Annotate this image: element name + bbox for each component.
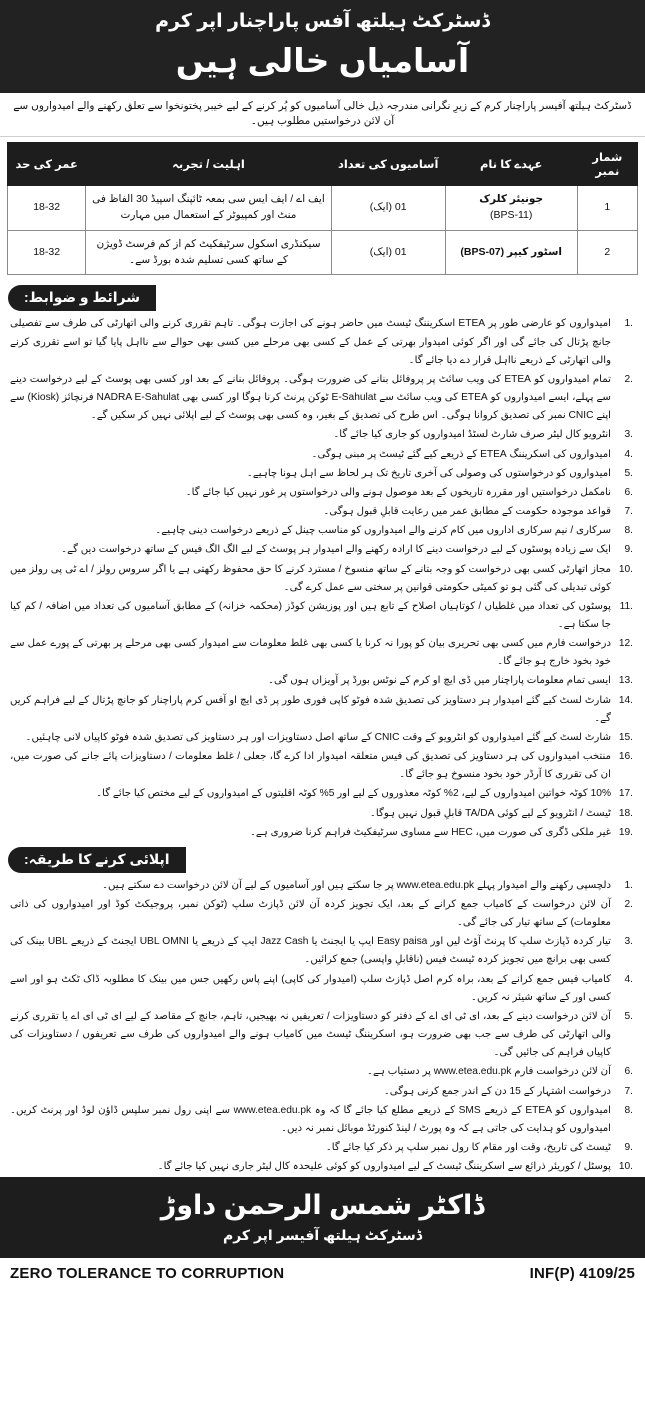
- signatory-title: ڈسٹرکٹ ہیلتھ آفیسر اپر کرم: [222, 1226, 423, 1243]
- cell-sr: 1: [577, 186, 637, 231]
- condition-item: درخواست فارم میں کسی بھی تحریری بیان کو پورا نہ کرنا یا کسی بھی غلط معلومات سے امیدوار کسی بھی مرحلے پر بھرتی کے پورے عمل سے خود بخود خارج ہو جائے گا۔: [10, 638, 611, 668]
- signature-banner: [0, 1177, 645, 1257]
- table-row: [8, 230, 638, 275]
- post-bps-code: (BPS-07): [460, 245, 505, 258]
- condition-item: ایک سے زیادہ پوسٹوں کے لیے درخواست دینے کا ارادہ رکھنے والے امیدوار ہر پوسٹ کے لیے الگ الگ فیس کے ساتھ درخواست دیں گے۔: [61, 544, 611, 556]
- condition-item: تمام امیدواروں کو ETEA کی ویب سائٹ پر پروفائل بنانے کی ضرورت ہوگی۔ پروفائل بنانے کے بعد اور کسی بھی پوسٹ کے لیے درخواست دینے سے پہلے، ایسے امیدواروں کو ETEA کی ویب سائٹ سے E-Sahulat ٹوکن پرنٹ کرنا ہوگا اور کسی بھی NADRA E-Sahulat فرنچائز (Kiosk) سے اپنے CNIC نمبر کی تصدیق کروانا ہوگی۔ اس طرح کی تصدیق کے بغیر، وہ کسی بھی پوسٹ کے لیے اپلائی نہیں کر سکیں گے۔: [10, 373, 611, 422]
- column-header-post: عہدے کا نام: [445, 143, 577, 186]
- condition-item: امیدواروں کو درخواستوں کی وصولی کی آخری تاریخ تک ہر لحاظ سے اہل ہونا چاہیے۔: [246, 467, 611, 479]
- cell-post: [445, 230, 577, 275]
- condition-item: امیدواروں کی اسکریننگ ETEA کے ذریعے کیے گئے ٹیسٹ پر مبنی ہوگی۔: [311, 448, 611, 460]
- signatory-name: ڈاکٹر شمس الرحمن داوڑ: [160, 1190, 485, 1221]
- corruption-slogan: ZERO TOLERANCE TO CORRUPTION: [10, 1264, 285, 1282]
- table-header-row: [8, 143, 638, 186]
- column-header-sr: شمار نمبر: [577, 143, 637, 186]
- column-header-count: آسامیوں کی تعداد: [331, 143, 445, 186]
- apply-step-item: امیدواروں کو ETEA کے ذریعے SMS کے ذریعے مطلع کیا جائے گا کہ وہ www.etea.edu.pk سے اپنی رول نمبر سلپس ڈاؤن لوڈ اور پرنٹ کریں۔ امیدواروں کو ہدایت کی جاتی ہے کہ وہ پورٹ / لینڈ کنورٹڈ موبائل نمبر نہ دیں۔: [10, 1104, 611, 1134]
- cell-eligibility: ایف اے / ایف ایس سی بمعہ ٹائپنگ اسپیڈ 30 الفاظ فی منٹ اور کمپیوٹر کے استعمال میں مہارت: [86, 186, 331, 231]
- apply-step-item: ٹیسٹ کی تاریخ، وقت اور مقام کا رول نمبر سلپ پر ذکر کیا جائے گا۔: [325, 1142, 611, 1154]
- post-title-with-bps: [460, 246, 562, 258]
- condition-item: منتخب امیدواروں کی ہر دستاویز کی تصدیق کی فیس متعلقہ امیدوار ادا کرے گا، جعلی / غلط معلومات / دستاویزات پائے جانے کی صورت میں، ان کی تقرری کا آرڈر خود بخود منسوخ ہو جائے گا۔: [10, 751, 611, 781]
- apply-section-heading: اپلائی کرنے کا طریقہ:: [8, 847, 186, 873]
- condition-item: غیر ملکی ڈگری کی صورت میں، HEC سے مساوی سرٹیفکیٹ فراہم کرنا ضروری ہے۔: [249, 826, 611, 838]
- header-banner: [0, 0, 645, 93]
- apply-steps-list: [0, 877, 645, 1177]
- column-header-age: عمر کی حد: [8, 143, 86, 186]
- apply-step-item: تیار کردہ ڈپازٹ سلپ کا پرنٹ آؤٹ لیں اور Easy paisa ایپ یا ایجنٹ یا Jazz Cash ایپ کے ذریعے یا UBL OMNI ایجنٹ کے ذریعے UBL بینک کی کسی بھی برانچ میں تجویز کردہ ٹیسٹ فیس (ناقابلِ واپسی) جمع کرائیں۔: [10, 936, 611, 966]
- condition-item: مجاز اتھارٹی کسی بھی درخواست کو وجہ بتانے کے ساتھ منسوخ / مسترد کرنے کا حق محفوظ رکھتی ہے یا اگر سروس رولز / اے ٹی پی رولز میں کوئی تبدیلی کی گئی ہو تو کمیٹی حکومتی قوانین پر سختی سے عمل کرے گی۔: [10, 563, 611, 593]
- condition-item: قواعد موجودہ حکومت کے مطابق عمر میں رعایت قابلِ قبول ہوگی۔: [323, 506, 611, 518]
- condition-item: 10% کوٹہ خواتین امیدواروں کے لیے، 2% کوٹہ معذوروں کے لیے اور 5% کوٹہ اقلیتوں کے امیدواروں کے لیے مختص کیا جائے گا۔: [96, 788, 611, 800]
- bottom-bar: [0, 1258, 645, 1289]
- condition-item: ٹیسٹ / انٹرویو کے لیے کوئی TA/DA قابلِ قبول نہیں ہوگا۔: [369, 807, 611, 819]
- conditions-badge-row: [0, 281, 645, 313]
- conditions-list: [0, 315, 645, 841]
- condition-item: پوسٹوں کی تعداد میں غلطیاں / کوتاہیاں اصلاح کے تابع ہیں اور پوزیشن کوڈز (محکمہ خزانہ) کے مطابق آسامیوں کی تعداد میں اضافہ / کم کیا جا سکتا ہے۔: [10, 600, 611, 630]
- apply-step-item: آن لائن درخواست فارم www.etea.edu.pk پر دستیاب ہے۔: [367, 1066, 611, 1078]
- cell-age: 18-32: [8, 186, 86, 231]
- apply-step-item: درخواست اشتہار کے 15 دن کے اندر جمع کرنی ہوگی۔: [383, 1085, 611, 1097]
- apply-step-item: پوسٹل / کوریئر ذرائع سے اسکریننگ ٹیسٹ کے لیے امیدواروں کو کوئی علیحدہ کال لیٹر جاری نہیں کیا جائے گا۔: [157, 1161, 611, 1173]
- cell-post: [445, 186, 577, 231]
- condition-item: سرکاری / نیم سرکاری اداروں میں کام کرنے والے امیدواروں کو مناسب چینل کے ذریعے درخواست دینی چاہیے۔: [155, 525, 611, 537]
- column-header-eligibility: اہلیت / تجربہ: [86, 143, 331, 186]
- intro-section: [0, 93, 645, 137]
- conditions-section-heading: شرائط و ضوابط:: [8, 285, 156, 311]
- apply-step-item: دلچسپی رکھنے والے امیدوار پہلے www.etea.edu.pk پر جا سکتے ہیں اور آسامیوں کے لیے آن لائن درخواست دے سکتے ہیں۔: [102, 879, 611, 891]
- page-title: آسامیاں خالی ہیں: [175, 41, 470, 79]
- post-bps-code: (BPS-11): [489, 209, 533, 222]
- apply-step-item: آن لائن درخواست دینے کے بعد، ای ٹی ای اے کے دفتر کو دستاویزات / تعریفیں نہ بھیجیں، تاہم، جانچ کے مقاصد کے لیے ای ٹی ای اے یا تقرری کرنے والی اتھارٹی کی طرف سے جب بھی ضرورت ہو، اسکریننگ ٹیسٹ میں کامیاب ہونے والے امیدواروں کی طرف سے تعریفوں / دستاویزات کی کاپیاں فراہم کی جائیں گی۔: [10, 1010, 611, 1059]
- inf-reference: INF(P) 4109/25: [529, 1264, 635, 1282]
- cell-eligibility: سیکنڈری اسکول سرٹیفکیٹ کم از کم فرسٹ ڈویژن کے ساتھ کسی تسلیم شدہ بورڈ سے۔: [86, 230, 331, 275]
- condition-item: امیدواروں کو عارضی طور پر ETEA اسکریننگ ٹیسٹ میں حاضر ہونے کی اجازت ہوگی۔ تاہم تقرری کرنے والی اتھارٹی کی طرف سے تفصیلی جانچ پڑتال کی جائے گی اور اگر کوئی امیدوار بھرتی کے عمل کے کسی بھی مرحلے میں کسی بھی حوالے سے نااہل پایا گیا تو اسے تقرری کرنے والی اتھارٹی کے ذریعے نااہل قرار دے دیا جائے گا۔: [10, 318, 611, 366]
- post-title: جونیئر کلرک: [479, 193, 544, 206]
- post-title: اسٹور کیپر: [507, 245, 563, 258]
- cell-count: 01 (ایک): [331, 186, 445, 231]
- cell-sr: 2: [577, 230, 637, 275]
- office-name: ڈسٹرکٹ ہیلتھ آفس پاراچنار اپر کرم: [155, 11, 490, 32]
- apply-step-item: آن لائن درخواست کے کامیاب جمع کرانے کے بعد، ایک تجویز کردہ آن لائن ڈپازٹ سلپ (ٹوکن نمبر، پروجیکٹ کوڈ اور امیدواروں کی ذاتی معلومات) کے ساتھ تیار کی جائے گی۔: [10, 899, 611, 929]
- jobs-table-container: [0, 137, 645, 281]
- condition-item: شارٹ لسٹ کیے گئے امیدوار ہر دستاویز کی تصدیق شدہ فوٹو کاپی فوری طور پر ڈی ایچ او آفس کرم پاراچنار کو جانچ پڑتال کے لیے فراہم کریں گے۔: [10, 694, 611, 724]
- apply-badge-row: [0, 843, 645, 875]
- condition-item: نامکمل درخواستیں اور مقررہ تاریخوں کے بعد موصول ہونے والی درخواستوں پر غور نہیں کیا جائے گا۔: [185, 486, 611, 498]
- cell-count: 01 (ایک): [331, 230, 445, 275]
- condition-item: ایسی تمام معلومات پاراچنار میں ڈی ایچ او کرم کے نوٹس بورڈ پر آویزاں ہوں گی۔: [268, 675, 611, 687]
- condition-item: انٹرویو کال لیٹر صرف شارٹ لسٹڈ امیدواروں کو جاری کیا جائے گا۔: [333, 429, 611, 441]
- apply-step-item: کامیاب فیس جمع کرانے کے بعد، براہ کرم اصل ڈپازٹ سلپ (امیدوار کی کاپی) اپنے پاس رکھیں جس میں بینک کا مطلوبہ ڈاک ٹکٹ ہو اور اسے کسی اور کے ساتھ شیئر نہ کریں۔: [10, 973, 611, 1003]
- cell-age: 18-32: [8, 230, 86, 275]
- table-row: [8, 186, 638, 231]
- jobs-table: [7, 142, 638, 275]
- condition-item: شارٹ لسٹ کیے گئے امیدواروں کو انٹرویو کے وقت CNIC کے ساتھ اصل دستاویزات اور ہر دستاویز کی تصدیق شدہ فوٹو کاپیاں لانی چاہئیں۔: [25, 731, 611, 743]
- intro-paragraph: ڈسٹرکٹ ہیلتھ آفیسر پاراچنار کرم کے زیرِ نگرانی مندرجہ ذیل خالی آسامیوں کو پُر کرنے کے لیے خیبر پختونخوا سے تعلق رکھنے والے امیدواروں سے آن لائن درخواستیں مطلوب ہیں۔: [13, 100, 632, 128]
